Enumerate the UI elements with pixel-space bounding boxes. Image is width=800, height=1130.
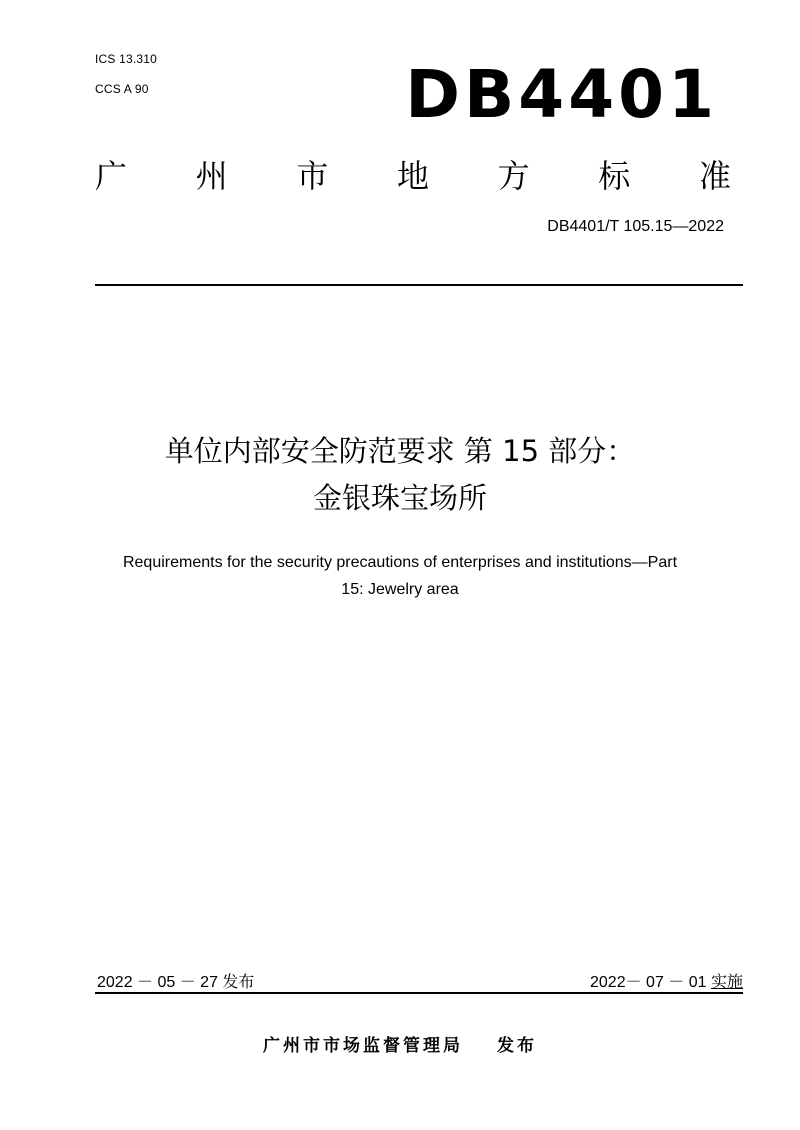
standard-type-char: 市: [296, 157, 329, 195]
issue-date: 2022 － 05 － 27 发布: [97, 974, 255, 991]
implementation-date: [590, 969, 743, 992]
english-title: [0, 549, 800, 603]
db-mark: DB4401: [405, 56, 718, 133]
english-title-line-1: Requirements for the security precautions of enterprises and institutions—Part: [122, 554, 678, 571]
ics-code: ICS 13.310: [95, 52, 158, 66]
footer-divider: [95, 992, 743, 994]
header-divider: [95, 284, 743, 286]
chinese-title: [0, 428, 800, 522]
standard-type-char: 地: [396, 157, 429, 195]
standard-type-char: 标: [598, 157, 631, 195]
standard-type-title: [95, 157, 731, 195]
chinese-title-line-1: 单位内部安全防范要求 第 15 部分：: [164, 434, 636, 468]
standard-type-char: 州: [195, 157, 228, 195]
ccs-code: CCS A 90: [95, 82, 149, 96]
publisher-line: [0, 1031, 800, 1056]
implementation-label: 实施: [710, 974, 743, 991]
chinese-title-line-2: 金银珠宝场所: [312, 481, 487, 515]
standard-type-char: 准: [698, 157, 731, 195]
standard-type-char: 方: [497, 157, 530, 195]
standard-type-char: 广: [95, 157, 128, 195]
publisher-org: 广州市市场监督管理局: [263, 1036, 463, 1056]
english-title-line-2: 15: Jewelry area: [341, 581, 459, 598]
standard-code: DB4401/T 105.15—2022: [547, 218, 724, 235]
implementation-date-value: 2022－ 07 － 01: [590, 974, 711, 991]
publish-label: 发布: [497, 1036, 537, 1056]
